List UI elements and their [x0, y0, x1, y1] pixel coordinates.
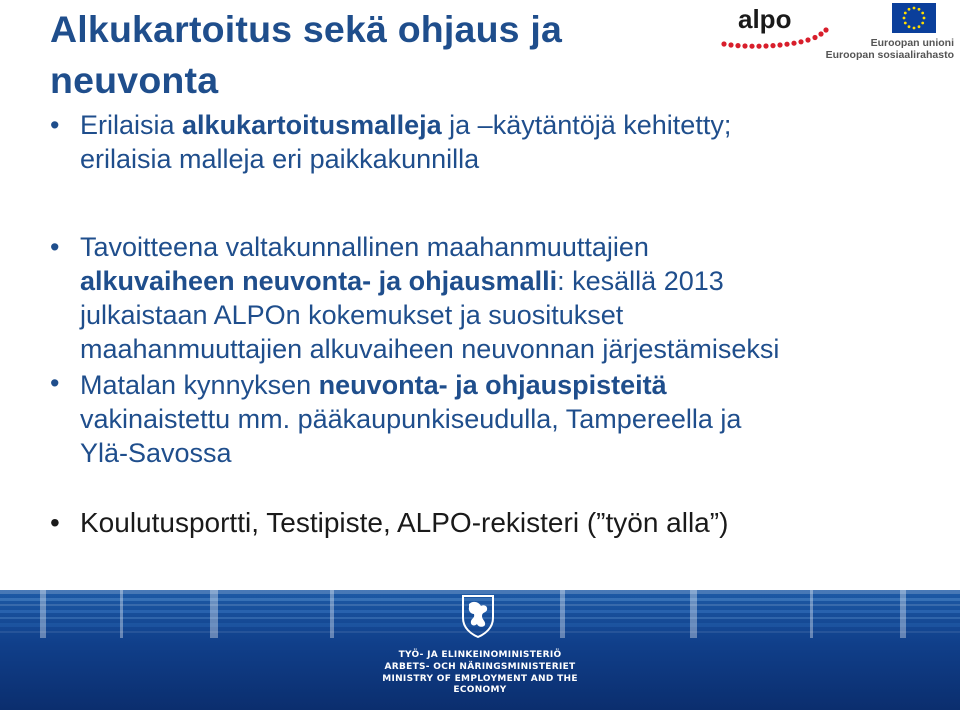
ministry-name-fi: TYÖ- JA ELINKEINOMINISTERIÖ	[398, 650, 562, 660]
title-line-1: Alkukartoitus sekä ohjaus ja	[50, 8, 563, 50]
bullet-item	[50, 366, 950, 470]
bullet-text: : kesällä 2013	[557, 266, 724, 296]
bullet-text: erilaisia malleja eri paikkakunnilla	[80, 144, 480, 174]
ministry-name-en: MINISTRY OF EMPLOYMENT AND THE ECONOMY	[382, 674, 578, 695]
eu-logo	[825, 3, 958, 63]
bullet-highlight: alkuvaiheen neuvonta- ja ohjausmalli	[80, 266, 558, 296]
bullet-text: Tavoitteena valtakunnallinen maahanmuuttajien	[80, 232, 649, 262]
bullet-dot: •	[50, 110, 60, 140]
ministry-name-sv: ARBETS- OCH NÄRINGSMINISTERIET	[384, 662, 576, 672]
bullet-dot: •	[50, 507, 60, 538]
bullet-text: Ylä-Savossa	[80, 438, 232, 468]
bullet-dot: •	[50, 232, 60, 262]
bullet-text: Koulutusportti, Testipiste, ALPO-rekisteri (”työn alla”)	[80, 507, 729, 538]
finland-lion-crest-icon	[460, 594, 496, 638]
bullet-text: Erilaisia	[80, 110, 183, 140]
ministry-footer-banner	[0, 590, 960, 710]
bullet-text: maahanmuuttajien alkuvaiheen neuvonnan järjestämiseksi	[80, 334, 780, 364]
bullet-item	[50, 506, 950, 540]
bullet-item	[50, 108, 950, 176]
eu-flag-icon	[892, 3, 936, 33]
slide-title	[50, 4, 730, 106]
alpo-logo	[718, 6, 833, 54]
eu-label-union: Euroopan unioni	[870, 37, 954, 49]
bullet-highlight: neuvonta- ja ohjauspisteitä	[318, 370, 667, 400]
bullet-text: ja –käytäntöjä kehitetty;	[441, 110, 732, 140]
bullet-text: vakinaistettu mm. pääkaupunkiseudulla, Tampereella ja	[80, 404, 742, 434]
bullet-text: julkaistaan ALPOn kokemukset ja suositukset	[80, 300, 624, 330]
bullet-text: Matalan kynnyksen	[80, 370, 319, 400]
title-line-2: neuvonta	[50, 59, 219, 101]
bullet-highlight: alkukartoitusmalleja	[182, 110, 442, 140]
bullet-item	[50, 230, 950, 366]
bullet-list	[50, 108, 950, 540]
bullet-dot: •	[50, 368, 60, 398]
alpo-logo-text: alpo	[738, 6, 792, 34]
eu-label-fund: Euroopan sosiaalirahasto	[825, 49, 954, 61]
